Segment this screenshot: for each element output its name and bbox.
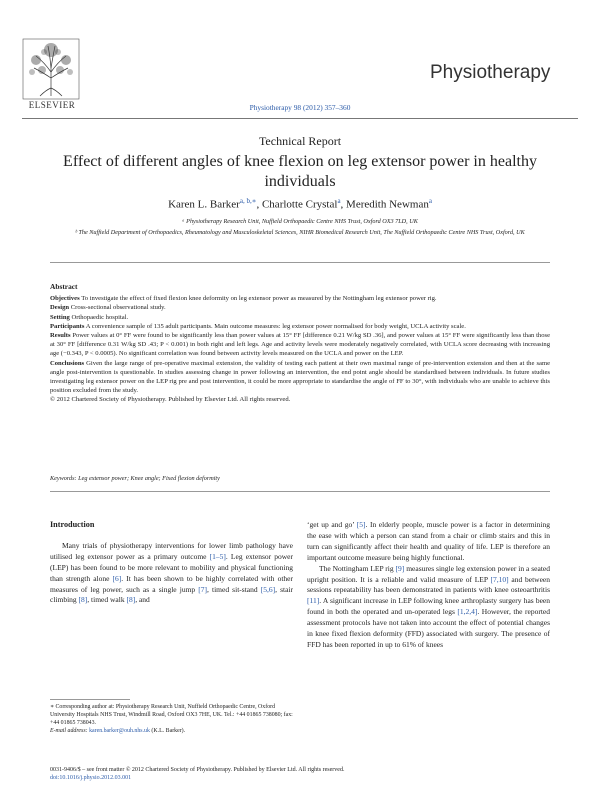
author-affiliation-mark[interactable]: a <box>337 197 341 205</box>
conclusions-text: Given the large range of pre-operative maximal extension, the validity of testing each patient at their own maximal range of pre-intervention extension and then at the same angle post-intervention is questionable. In studies assessing change in power following an intervention, the end point angle should be standardised between individuals. In future studies investigating leg extensor power on the LEP rig pre and post intervention, it could be more appropriate to standardise the angle of FF to 30°, with individuals who are unable to achieve this position excluded from the study. <box>50 359 551 395</box>
objectives-text: To investigate the effect of fixed flexion knee deformity on leg extensor power as measured by the Nottingham leg extensor power rig. <box>81 295 437 303</box>
front-matter-footer <box>50 766 550 782</box>
body-text: measures single leg extension power in a seated upright position. It is a reliable and valid measure of LEP <box>307 563 550 584</box>
abstract-copyright: © 2012 Chartered Society of Physiotherapy. Published by Elsevier Ltd. All rights reserved. <box>50 396 291 404</box>
author-list <box>0 197 600 211</box>
affiliation-b: ᵇ The Nuffield Department of Orthopaedics, Rheumatology and Musculoskeletal Sciences, NIHR Biomedical Research Unit, The Nuffield Orthopaedic Centre NHS Trust, Oxford, UK <box>75 229 525 236</box>
abstract-design <box>50 303 550 312</box>
footnote-text: ∗ Corresponding author at: Physiotherapy Research Unit, Nuffield Orthopaedic Centre, Oxford University Hospitals NHS Trust, Windmill Road, Oxford OX3 7HE, UK. Tel.: +44 01865 738080; fax: +44 01865 738043. <box>50 704 293 726</box>
setting-text: Orthopaedic hospital. <box>71 313 129 321</box>
abstract-top-rule <box>50 262 550 263</box>
abstract-objectives <box>50 294 550 303</box>
conclusions-label: Conclusions <box>50 359 85 367</box>
design-label: Design <box>50 304 70 312</box>
abstract-participants <box>50 322 550 331</box>
participants-text: A convenience sample of 135 adult participants. Main outcome measures: leg extensor power normalised for body weight, UCLA activity scale. <box>85 322 466 330</box>
abstract-results <box>50 331 550 359</box>
citation-link[interactable]: [6] <box>112 573 122 583</box>
keywords-label: Keywords: <box>50 475 77 482</box>
citation-link[interactable]: [1,2,4] <box>457 607 478 617</box>
citation-link[interactable]: [5] <box>356 520 366 529</box>
citation-link[interactable]: [11] <box>307 596 320 606</box>
abstract-bottom-rule <box>50 491 550 492</box>
citation-link[interactable]: [8] <box>78 595 88 605</box>
author-name: Meredith Newman <box>346 198 429 211</box>
abstract-conclusions <box>50 359 550 396</box>
abstract <box>50 282 550 405</box>
journal-name: Physiotherapy <box>430 62 551 83</box>
citation-link[interactable]: [5,6] <box>260 584 276 594</box>
body-text: . A significant increase in LEP following knee arthroplasty surgery has been found in both the operated and un-operated legs <box>307 596 550 617</box>
body-left-column <box>50 520 293 606</box>
keywords <box>50 475 550 482</box>
design-text: Cross-sectional observational study. <box>70 304 166 312</box>
issn-line: 0031-9406/$ – see front matter © 2012 Chartered Society of Physiotherapy. Published by Elsevier Ltd. All rights reserved. <box>50 767 345 773</box>
author-name: Charlotte Crystal <box>261 198 338 211</box>
citation-link[interactable]: [8] <box>126 595 136 605</box>
header-divider <box>22 118 578 119</box>
citation-link[interactable]: [7,10] <box>490 574 509 584</box>
journal-citation[interactable]: Physiotherapy 98 (2012) 357–360 <box>249 103 351 112</box>
setting-label: Setting <box>50 313 70 321</box>
abstract-heading: Abstract <box>50 282 78 291</box>
citation-link[interactable]: [9] <box>395 563 405 573</box>
footnote-email <box>50 727 293 735</box>
body-paragraph <box>307 564 550 651</box>
author-separator: , <box>256 198 262 211</box>
corresponding-author-footnote <box>50 703 293 735</box>
affiliation-a: ᵃ Physiotherapy Research Unit, Nuffield Orthopaedic Centre NHS Trust, Oxford OX3 7LD, UK <box>182 218 418 225</box>
body-text: , stair climbing <box>50 584 293 605</box>
objectives-label: Objectives <box>50 295 80 303</box>
article-type: Technical Report <box>258 134 342 148</box>
body-text: , and <box>135 595 150 605</box>
article-title: Effect of different angles of knee flexion on leg extensor power in healthy individuals <box>63 153 537 190</box>
body-text: , timed sit-stand <box>207 584 261 594</box>
author-name: Karen L. Barker <box>168 198 240 211</box>
keywords-text: Leg extensor power; Knee angle; Fixed flexion deformity <box>78 475 220 482</box>
body-text: Many trials of physiotherapy interventions for lower limb pathology have utilised leg extensor power as a primary outcome <box>50 540 293 561</box>
email-suffix: (K.L. Barker). <box>149 728 186 734</box>
participants-label: Participants <box>50 322 85 330</box>
elsevier-tree-logo <box>22 38 80 100</box>
body-text: ‘get up and go’ <box>307 520 357 529</box>
citation-link[interactable]: [1–5] <box>209 551 226 561</box>
author-affiliation-mark[interactable]: a <box>428 197 432 205</box>
body-text: and between sessions repeatability has been demonstrated in patients with knee osteoarthritis <box>307 574 550 595</box>
section-heading-introduction: Introduction <box>50 520 95 529</box>
results-text: Power values at 0° FF were found to be significantly less than power values at 15° FF [difference 0.21 W/kg SD .36], and power values at 15° FF were significantly less than those at 30° FF [difference 0.31 W/kg SD .43; P < 0.001) in both right and left legs. Age and activity levels were moderately negatively correlated, with UCLA score decreasing with increasing age (−0.343, P < 0.0005). No significant correlation was found between activity levels measured on the UCLA and power on the LEP. <box>50 332 550 358</box>
footnote-rule <box>50 699 130 700</box>
body-text: . Leg extensor power (LEP) has been found to be more relevant to mobility and physical functioning than strength alone <box>50 551 294 583</box>
body-text: . In elderly people, muscle power is a factor in determining the ease with which a person can stand from a chair or climb stairs and this in turn can significantly affect their health and quality of life. LEP is therefore an important outcome measure being highly functional. <box>307 520 550 562</box>
body-text: . It has been shown to be highly correlated with other measures of leg power, such as a single jump <box>50 573 293 594</box>
doi-link[interactable]: doi:10.1016/j.physio.2012.03.001 <box>50 775 132 781</box>
body-text: . However, the reported assessment protocols have not taken into account the effect of potential changes in knee fixed flexion deformity (FFD) associated with surgery. The presence of FFD has been reported in up to 61% of knees <box>307 607 551 649</box>
body-paragraph <box>307 520 550 564</box>
body-right-column <box>307 520 550 651</box>
body-text: , timed walk <box>87 595 127 605</box>
publisher-name: ELSEVIER <box>28 100 76 110</box>
body-text: The Nottingham LEP rig <box>319 563 396 573</box>
abstract-setting <box>50 313 550 322</box>
email-label: E-mail address: <box>50 728 88 734</box>
intro-paragraph <box>50 541 293 606</box>
results-label: Results <box>50 332 71 340</box>
citation-link[interactable]: [7] <box>198 584 208 594</box>
author-affiliation-mark[interactable]: a, b,∗ <box>239 197 257 205</box>
email-link[interactable]: karen.barker@ouh.nhs.uk <box>89 728 150 734</box>
author-separator: , <box>340 198 347 211</box>
